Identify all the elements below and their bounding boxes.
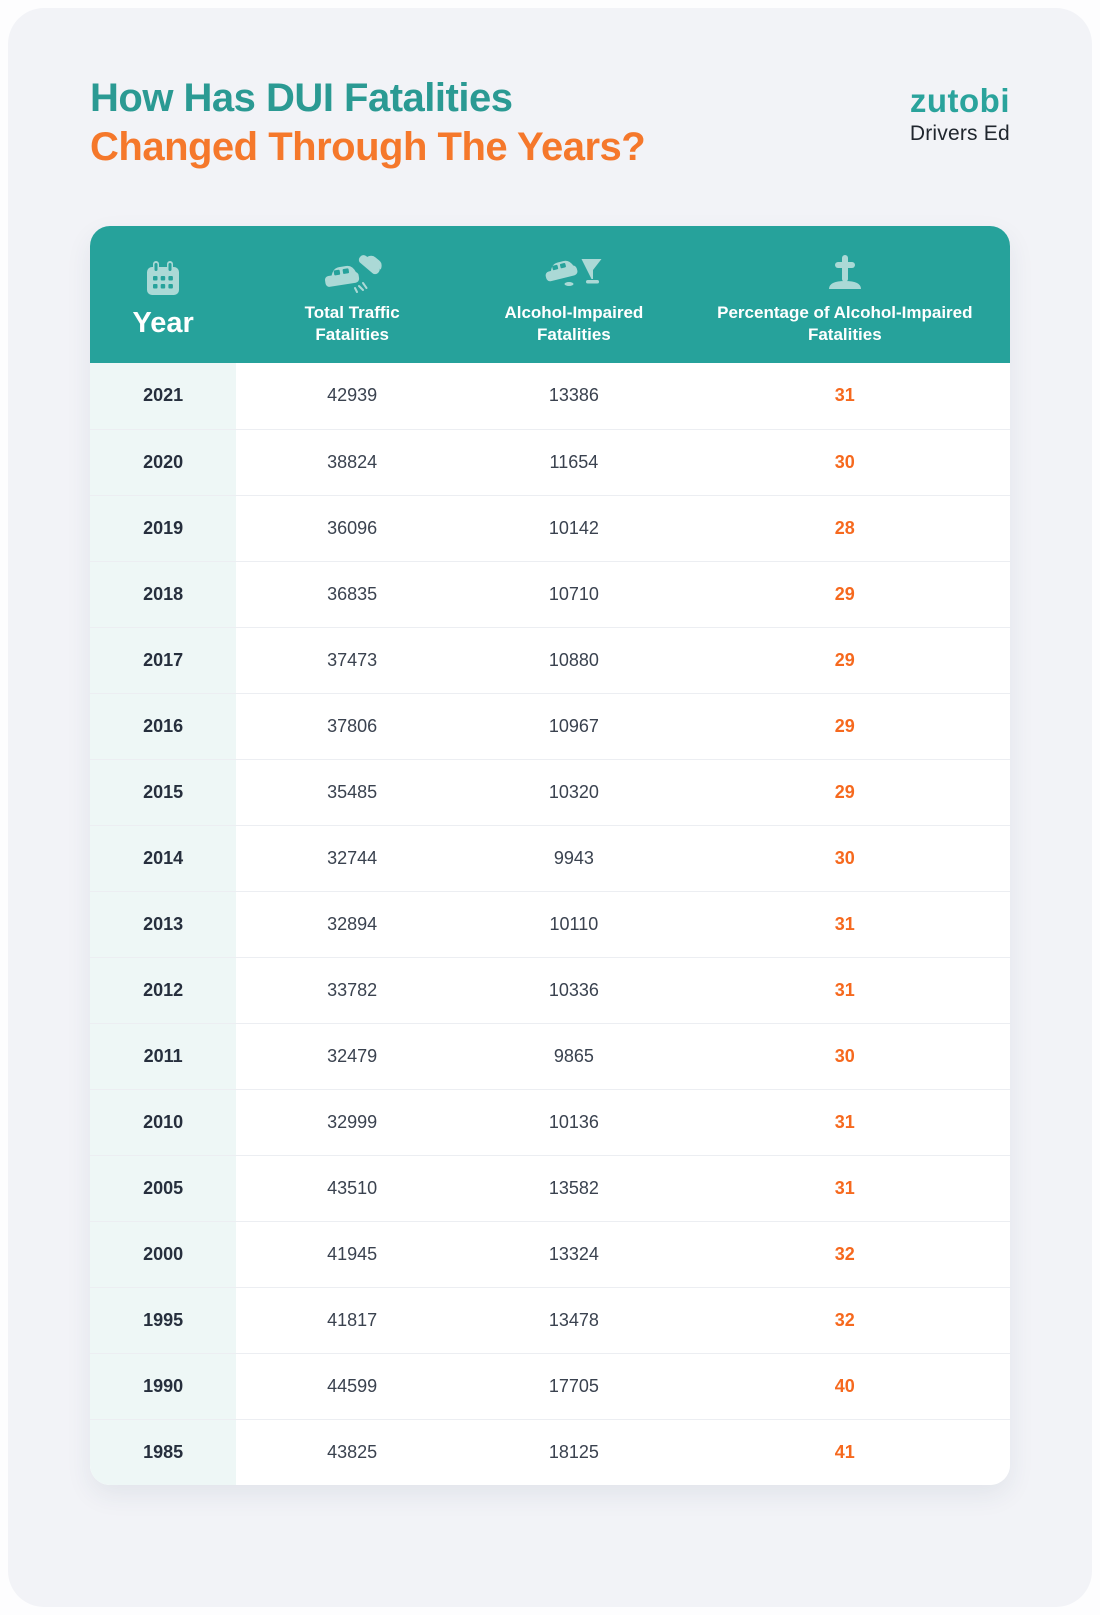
total-traffic-fatalities-cell: 43510 [327,1177,378,1198]
year-cell: 1990 [90,1354,236,1419]
percentage-cell: 32 [834,1309,855,1330]
column-header-total-traffic [236,243,468,346]
tombstone-grave-icon [823,249,867,293]
year-cell: 1985 [90,1420,236,1485]
percentage-cell: 32 [834,1243,855,1264]
table-row [90,1089,1010,1155]
column-label-alcohol-impaired: Alcohol-Impaired Fatalities [504,302,644,344]
total-traffic-fatalities-cell: 32744 [327,847,378,868]
alcohol-impaired-fatalities-cell: 13386 [548,385,599,406]
percentage-cell: 40 [834,1375,855,1396]
table-row [90,693,1010,759]
total-traffic-fatalities-cell: 41945 [327,1243,378,1264]
total-traffic-fatalities-cell: 32479 [327,1045,378,1066]
total-traffic-fatalities-cell: 44599 [327,1375,378,1396]
table-row [90,495,1010,561]
column-label-percentage: Percentage of Alcohol-Impaired Fatalities [717,302,973,344]
table-row [90,759,1010,825]
calendar-icon [143,255,183,299]
column-header-year [90,249,236,340]
table-row [90,627,1010,693]
alcohol-impaired-fatalities-cell: 13324 [548,1243,599,1264]
percentage-cell: 28 [834,517,855,538]
year-cell: 2010 [90,1090,236,1155]
year-cell: 2011 [90,1024,236,1089]
year-cell: 2005 [90,1156,236,1221]
alcohol-impaired-fatalities-cell: 10710 [548,583,599,604]
percentage-cell: 31 [834,1111,855,1132]
alcohol-impaired-fatalities-cell: 17705 [548,1375,599,1396]
percentage-cell: 30 [834,451,855,472]
column-header-percentage [680,243,1010,346]
year-cell: 2021 [90,363,236,429]
total-traffic-fatalities-cell: 42939 [327,385,378,406]
year-cell: 1995 [90,1288,236,1353]
year-cell: 2018 [90,562,236,627]
alcohol-impaired-fatalities-cell: 10136 [548,1111,599,1132]
brand-logo [910,84,1010,146]
year-cell: 2019 [90,496,236,561]
total-traffic-fatalities-cell: 32999 [327,1111,378,1132]
table-row [90,957,1010,1023]
table-row [90,1353,1010,1419]
table-row [90,1155,1010,1221]
total-traffic-fatalities-cell: 41817 [327,1309,378,1330]
column-header-alcohol-impaired [468,243,680,346]
percentage-cell: 29 [834,781,855,802]
alcohol-impaired-fatalities-cell: 10336 [548,979,599,1000]
top-header [90,74,1010,172]
alcohol-impaired-fatalities-cell: 10142 [548,517,599,538]
alcohol-impaired-fatalities-cell: 11654 [549,451,599,472]
table-row [90,891,1010,957]
title-line-1: How Has DUI Fatalities [90,76,513,120]
alcohol-impaired-fatalities-cell: 18125 [548,1441,599,1462]
percentage-cell: 31 [834,385,855,406]
table-row [90,1287,1010,1353]
percentage-cell: 29 [834,583,855,604]
total-traffic-fatalities-cell: 43825 [327,1441,378,1462]
alcohol-impaired-fatalities-cell: 9943 [553,847,594,868]
percentage-cell: 30 [834,847,855,868]
table-header-row [90,226,1010,363]
table-body [90,363,1010,1485]
column-label-year: Year [132,306,194,339]
percentage-cell: 31 [834,1177,855,1198]
table-row [90,1023,1010,1089]
table-row [90,363,1010,429]
percentage-cell: 29 [834,715,855,736]
alcohol-impaired-fatalities-cell: 10880 [548,649,599,670]
total-traffic-fatalities-cell: 36835 [327,583,378,604]
year-cell: 2013 [90,892,236,957]
year-cell: 2000 [90,1222,236,1287]
table-row [90,1221,1010,1287]
table-row [90,825,1010,891]
alcohol-impaired-fatalities-cell: 9865 [553,1045,594,1066]
alcohol-impaired-fatalities-cell: 10967 [548,715,599,736]
brand-tagline: Drivers Ed [909,121,1010,145]
car-crash-icon [321,249,383,293]
title-line-2: Changed Through The Years? [90,124,646,169]
page-card [8,8,1092,1607]
percentage-cell: 29 [834,649,855,670]
total-traffic-fatalities-cell: 37473 [327,649,378,670]
total-traffic-fatalities-cell: 33782 [327,979,378,1000]
total-traffic-fatalities-cell: 32894 [327,913,378,934]
year-cell: 2016 [90,694,236,759]
percentage-cell: 30 [834,1045,855,1066]
table-row [90,561,1010,627]
total-traffic-fatalities-cell: 36096 [327,517,378,538]
total-traffic-fatalities-cell: 38824 [327,451,378,472]
brand-name: zutobi [909,82,1010,119]
table-row [90,1419,1010,1485]
drunk-driving-car-martini-icon [545,249,603,293]
alcohol-impaired-fatalities-cell: 10110 [549,913,599,934]
percentage-cell: 31 [834,979,855,1000]
total-traffic-fatalities-cell: 35485 [327,781,378,802]
table-row [90,429,1010,495]
year-cell: 2012 [90,958,236,1023]
percentage-cell: 41 [834,1441,855,1462]
page-title [90,74,645,172]
alcohol-impaired-fatalities-cell: 13582 [548,1177,599,1198]
percentage-cell: 31 [834,913,855,934]
year-cell: 2014 [90,826,236,891]
total-traffic-fatalities-cell: 37806 [327,715,378,736]
year-cell: 2015 [90,760,236,825]
year-cell: 2020 [90,430,236,495]
column-label-total-traffic: Total Traffic Fatalities [304,302,400,344]
alcohol-impaired-fatalities-cell: 13478 [548,1309,599,1330]
alcohol-impaired-fatalities-cell: 10320 [548,781,599,802]
year-cell: 2017 [90,628,236,693]
dui-fatalities-table [90,226,1010,1485]
